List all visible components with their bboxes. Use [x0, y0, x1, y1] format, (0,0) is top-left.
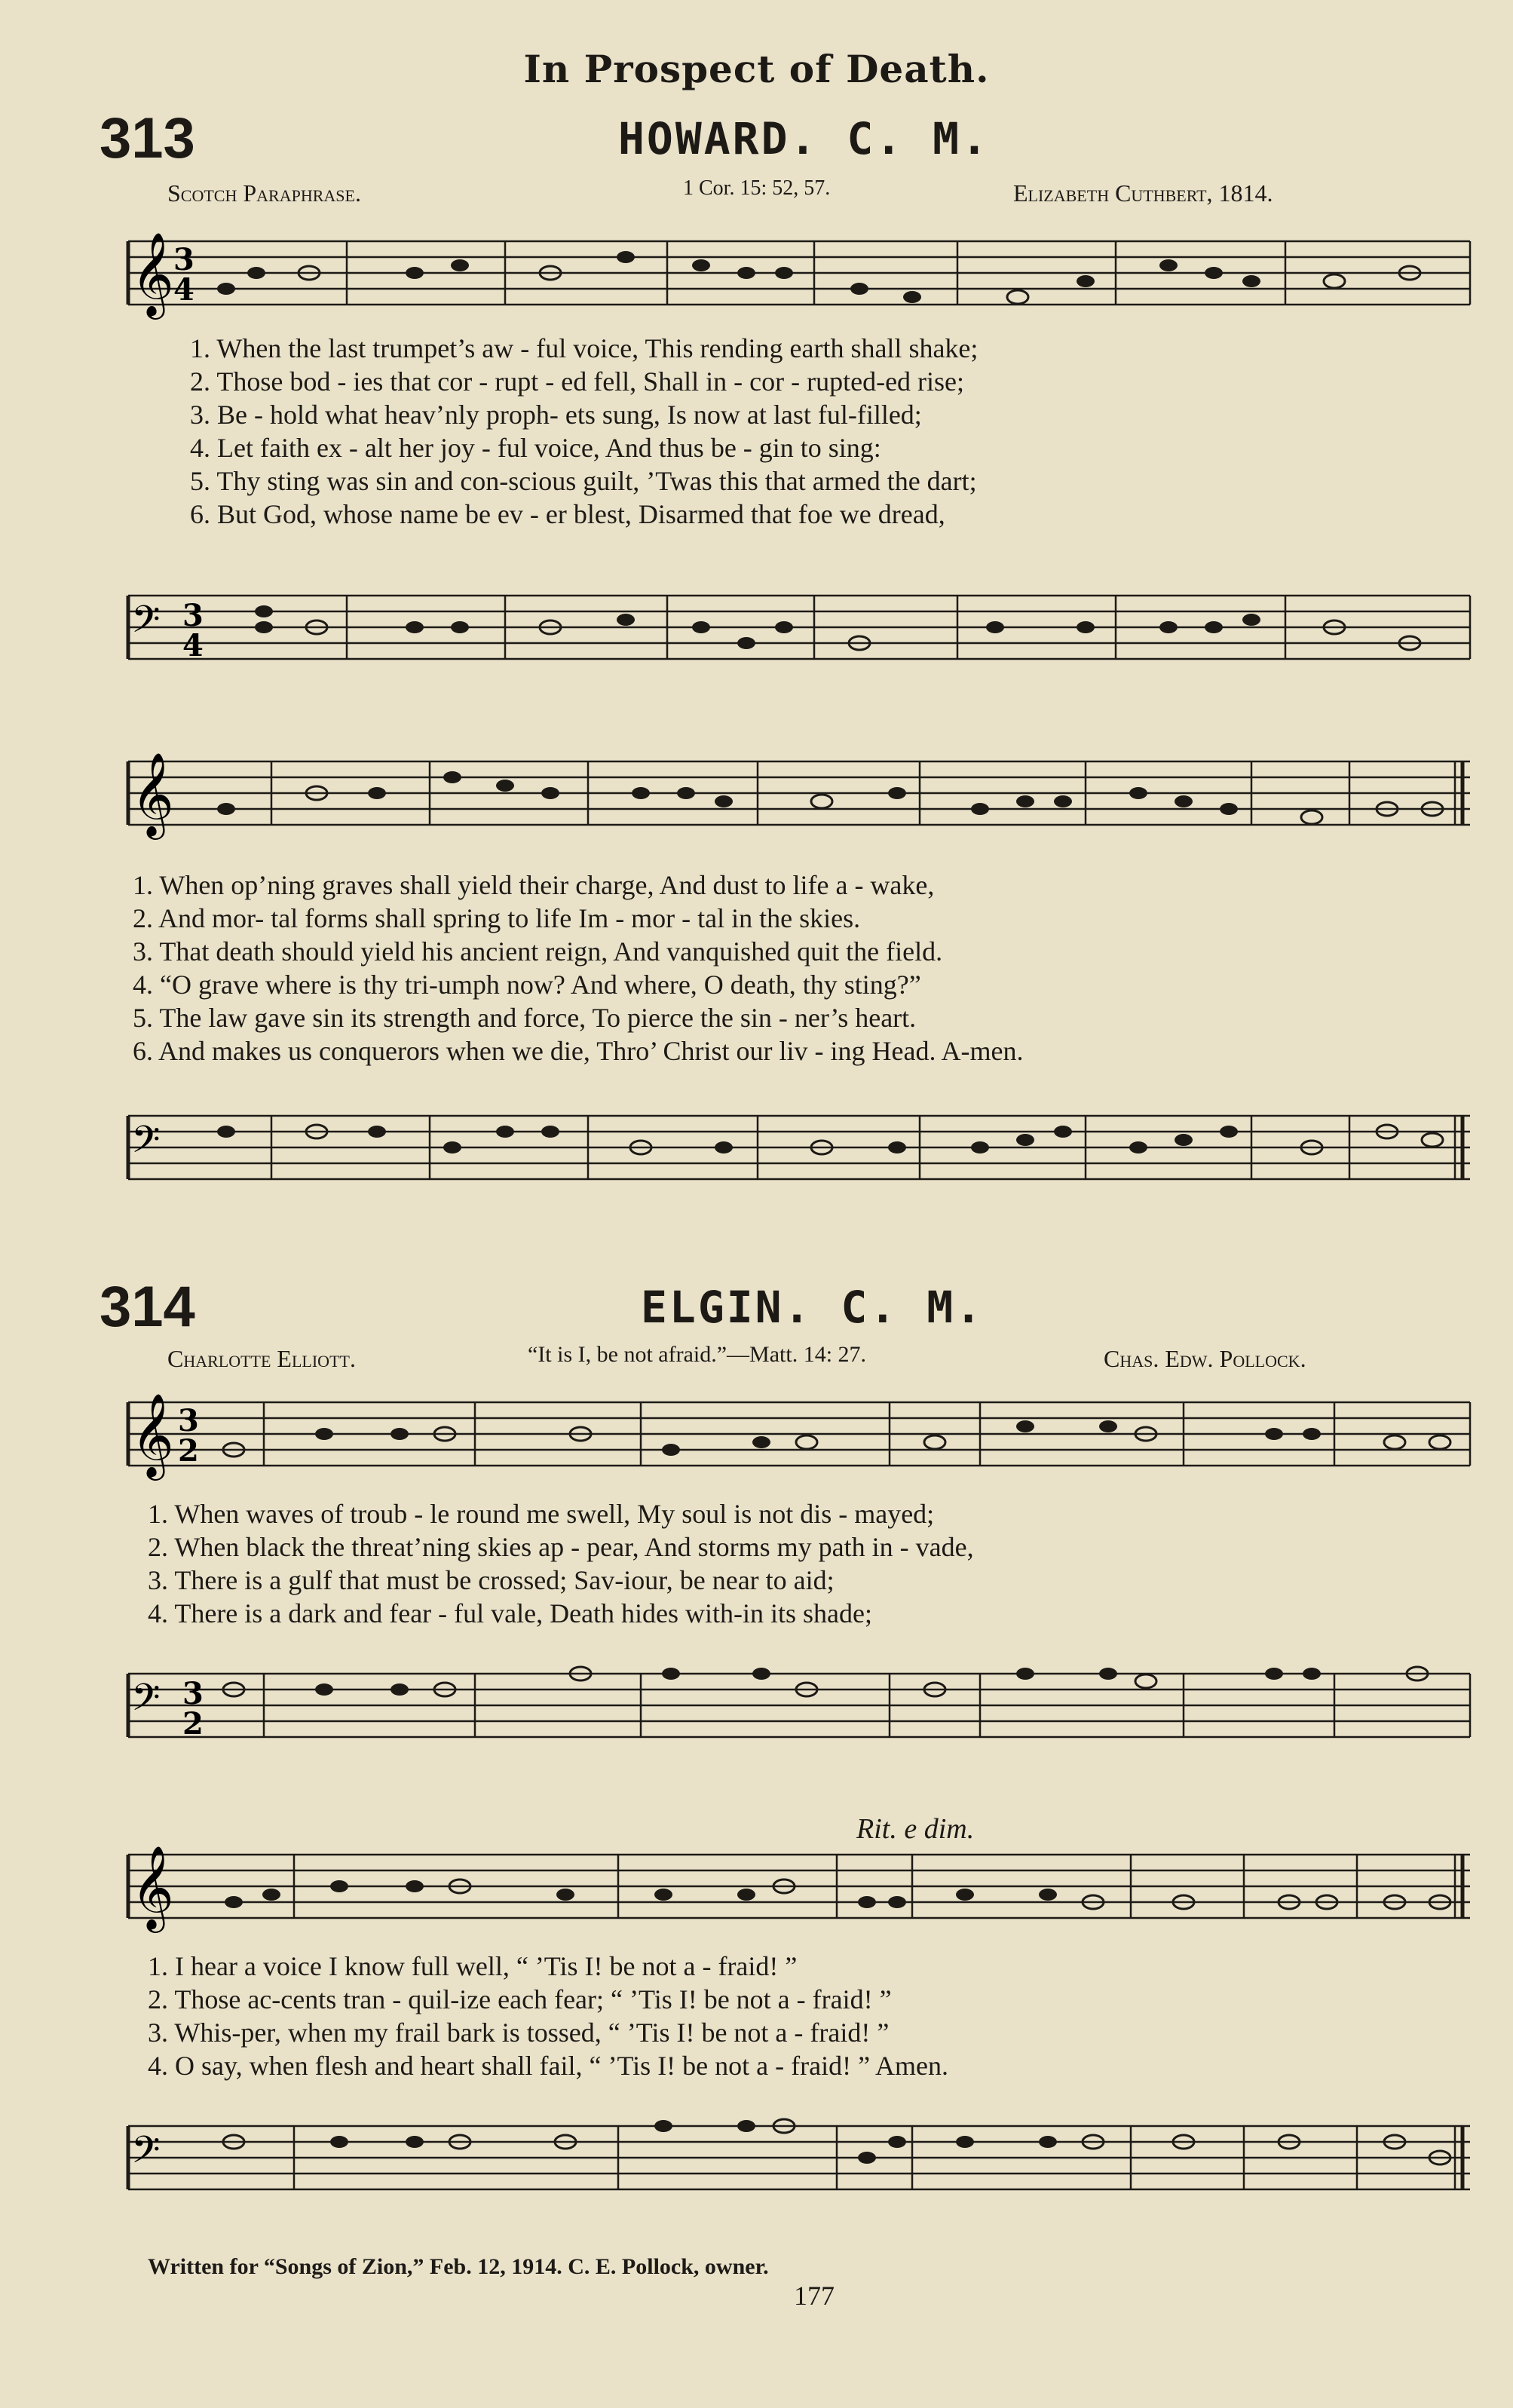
verse-line: 2. Those ac-cents tran - quil-ize each fear; “ ’Tis I! be not a - fraid! ” [148, 1984, 892, 2014]
svg-text:𝄞: 𝄞 [131, 752, 174, 836]
composer-credit: Chas. Edw. Pollock. [1104, 1345, 1306, 1372]
svg-text:4: 4 [182, 628, 204, 663]
svg-text:3: 3 [182, 1676, 204, 1711]
page-number: 177 [794, 2281, 835, 2311]
hymn-number: 313 [100, 106, 195, 170]
verse-line: 2. When black the threat’ning skies ap - pear, And storms my path in - vade, [148, 1532, 974, 1562]
svg-text:2: 2 [182, 1706, 204, 1742]
verse-line: 3. Be - hold what heav’nly proph- ets sung, Is now at last ful-filled; [190, 400, 922, 430]
svg-text:𝄞: 𝄞 [131, 1392, 174, 1477]
svg-text:𝄢: 𝄢 [131, 1676, 161, 1729]
svg-text:4: 4 [173, 272, 194, 308]
svg-text:𝄢: 𝄢 [131, 598, 161, 651]
verse-block [133, 869, 1023, 1068]
scripture-reference: “It is I, be not afraid.”—Matt. 14: 27. [528, 1342, 867, 1367]
svg-text:𝄞: 𝄞 [131, 231, 174, 316]
text-source-credit: Charlotte Elliott. [167, 1345, 356, 1372]
verse-line: 4. There is a dark and fear - ful vale, Death hides with-in its shade; [148, 1598, 873, 1628]
svg-text:3: 3 [178, 1403, 199, 1438]
verse-block [148, 1497, 974, 1630]
verse-line: 1. When the last trumpet’s aw - ful voice, This rending earth shall shake; [190, 333, 979, 363]
verse-line: 2. Those bod - ies that cor - rupt - ed fell, Shall in - cor - rupted-ed rise; [190, 366, 965, 397]
tune-title: HOWARD. C. M. [618, 113, 990, 164]
tempo-marking: Rit. e dim. [856, 1813, 975, 1845]
page-header: In Prospect of Death. [523, 47, 990, 91]
music-staff-bass [113, 1644, 1478, 1772]
svg-text:𝄞: 𝄞 [131, 1845, 174, 1929]
verse-block [190, 332, 978, 531]
tune-title: ELGIN. C. M. [641, 1282, 985, 1333]
music-staff-bass [113, 2096, 1478, 2224]
text-source-credit: Scotch Paraphrase. [167, 179, 361, 207]
svg-text:𝄢: 𝄢 [131, 2128, 161, 2181]
verse-line: 1. When op’ning graves shall yield their charge, And dust to life a - wake, [133, 870, 935, 900]
svg-text:𝄢: 𝄢 [131, 1118, 161, 1171]
svg-text:3: 3 [173, 242, 194, 277]
verse-line: 4. “O grave where is thy tri-umph now? And where, O death, thy sting?” [133, 970, 921, 1000]
scripture-reference: 1 Cor. 15: 52, 57. [683, 176, 831, 200]
verse-line: 2. And mor- tal forms shall spring to life Im - mor - tal in the skies. [133, 903, 861, 933]
music-staff-treble [113, 746, 1478, 852]
verse-line: 5. The law gave sin its strength and force, To pierce the sin - ner’s heart. [133, 1003, 917, 1033]
svg-text:2: 2 [178, 1433, 199, 1469]
verse-line: 6. And makes us conquerors when we die, Thro’ Christ our liv - ing Head. A-men. [133, 1036, 1024, 1066]
hymn-number: 314 [100, 1275, 195, 1339]
verse-line: 3. There is a gulf that must be crossed; Sav-iour, be near to aid; [148, 1565, 835, 1595]
music-staff-treble [113, 1840, 1478, 1945]
verse-line: 4. Let faith ex - alt her joy - ful voice, And thus be - gin to sing: [190, 433, 881, 463]
verse-line: 6. But God, whose name be ev - er blest, Disarmed that foe we dread, [190, 499, 945, 529]
svg-text:3: 3 [182, 598, 204, 633]
music-staff-bass [113, 550, 1478, 686]
music-staff-bass [113, 1071, 1478, 1206]
verse-line: 1. When waves of troub - le round me swell, My soul is not dis - mayed; [148, 1499, 935, 1529]
music-staff-treble [113, 1387, 1478, 1493]
verse-line: 5. Thy sting was sin and con-scious guilt, ’Twas this that armed the dart; [190, 466, 977, 496]
verse-block [148, 1950, 948, 2082]
verse-line: 3. Whis-per, when my frail bark is tossed, “ ’Tis I! be not a - fraid! ” [148, 2017, 890, 2048]
verse-line: 1. I hear a voice I know full well, “ ’Tis I! be not a - fraid! ” [148, 1951, 798, 1981]
verse-line: 4. O say, when flesh and heart shall fail, “ ’Tis I! be not a - fraid! ” Amen. [148, 2051, 949, 2081]
music-staff-treble [113, 226, 1478, 332]
composer-credit: Elizabeth Cuthbert, 1814. [1013, 179, 1273, 207]
verse-line: 3. That death should yield his ancient reign, And vanquished quit the field. [133, 936, 943, 967]
footnote: Written for “Songs of Zion,” Feb. 12, 1914. C. E. Pollock, owner. [148, 2254, 769, 2279]
